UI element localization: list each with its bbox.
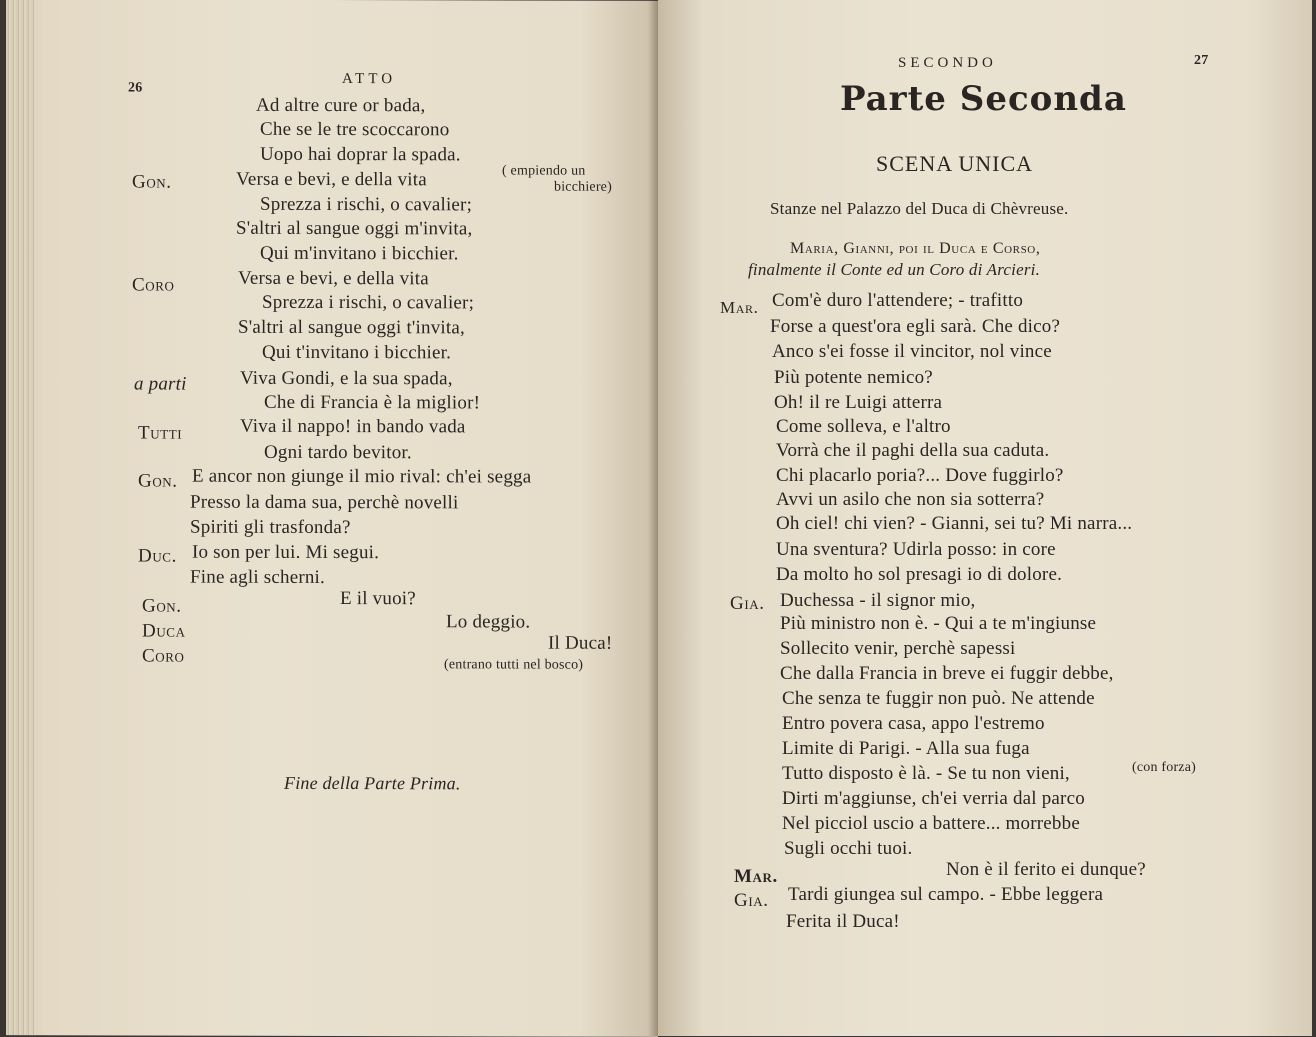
verse-line: Spiriti gli trasfonda? xyxy=(190,516,351,539)
verse-line: S'altri al sangue oggi t'invita, xyxy=(238,316,465,339)
verse-line: Sugli occhi tuoi. xyxy=(784,838,913,859)
verse-line: Io son per lui. Mi segui. xyxy=(192,541,380,564)
verse-line: Ferita il Duca! xyxy=(786,911,900,932)
part-title: Parte Seconda xyxy=(840,79,1127,119)
verse-line: Com'è duro l'attendere; - trafitto xyxy=(772,290,1024,311)
speaker-label: Mar. xyxy=(734,866,778,887)
verse-line: Versa e bevi, e della vita xyxy=(236,168,427,191)
verse-line: Non è il ferito ei dunque? xyxy=(946,859,1146,880)
verse-line: Lo deggio. xyxy=(446,611,531,633)
speaker-label: Duc. xyxy=(138,545,177,567)
verse-line: Sprezza i rischi, o cavalier; xyxy=(260,193,473,216)
verse-line: Avvi un asilo che non sia sotterra? xyxy=(776,489,1045,510)
scene-title: SCENA UNICA xyxy=(876,151,1034,176)
verse-line: Vorrà che il paghi della sua caduta. xyxy=(776,440,1050,461)
character-list: Maria, Gianni, poi il Duca e Corso, xyxy=(790,240,1041,257)
scene-setting: Stanze nel Palazzo del Duca di Chèvreuse. xyxy=(770,199,1069,218)
verse-line: Tardi giungea sul campo. - Ebbe leggera xyxy=(788,884,1104,905)
speaker-label: Coro xyxy=(142,645,185,667)
end-of-part-note: Fine della Parte Prima. xyxy=(284,772,461,794)
verse-line: Presso la dama sua, perchè novelli xyxy=(190,491,459,514)
verse-line: Fine agli scherni. xyxy=(190,566,325,588)
verse-line: Oh! il re Luigi atterra xyxy=(774,392,943,413)
stage-direction: (con forza) xyxy=(1132,760,1196,775)
verse-line: Più potente nemico? xyxy=(774,367,933,388)
verse-line: Viva Gondi, e la sua spada, xyxy=(240,367,453,390)
verse-line: Ad altre cure or bada, xyxy=(256,94,426,117)
page-number: 27 xyxy=(1194,53,1209,68)
verse-line: Qui t'invitano i bicchier. xyxy=(262,341,452,364)
verse-line: Nel picciol uscio a battere... morrebbe xyxy=(782,813,1080,834)
verse-line: Sollecito venir, perchè sapessi xyxy=(780,638,1016,659)
verse-line: Versa e bevi, e della vita xyxy=(238,267,429,290)
verse-line: Come solleva, e l'altro xyxy=(776,416,951,437)
verse-line: Anco s'ei fosse il vincitor, nol vince xyxy=(772,341,1052,362)
verse-line: Duchessa - il signor mio, xyxy=(780,590,976,611)
right-page xyxy=(658,0,1312,1036)
verse-line: Forse a quest'ora egli sarà. Che dico? xyxy=(770,316,1061,337)
verse-line: Oh ciel! chi vien? - Gianni, sei tu? Mi narra... xyxy=(776,513,1133,534)
verse-line: Il Duca! xyxy=(548,632,613,654)
verse-line: Ogni tardo bevitor. xyxy=(264,441,412,464)
running-head: ATTO xyxy=(342,71,397,88)
speaker-label: Gia. xyxy=(734,890,769,911)
running-head: SECONDO xyxy=(898,55,997,71)
stage-direction: bicchiere) xyxy=(554,179,612,195)
verse-line: Da molto ho sol presagi io di dolore. xyxy=(776,564,1063,585)
verse-line: Che se le tre scoccarono xyxy=(260,118,450,141)
speaker-label: Mar. xyxy=(720,298,759,317)
verse-line: Che dalla Francia in breve ei fuggir debbe, xyxy=(780,663,1114,684)
speaker-label: Tutti xyxy=(138,422,183,444)
page-number: 26 xyxy=(128,80,143,96)
verse-line: Entro povera casa, appo l'estremo xyxy=(782,713,1045,734)
speaker-label: Gon. xyxy=(138,470,178,492)
speaker-label: Gon. xyxy=(132,171,172,193)
verse-line: S'altri al sangue oggi m'invita, xyxy=(236,217,473,240)
speaker-label: Coro xyxy=(132,274,175,296)
verse-line: E ancor non giunge il mio rival: ch'ei segga xyxy=(192,465,532,488)
verse-line: Tutto disposto è là. - Se tu non vieni, xyxy=(782,763,1070,784)
verse-line: Chi placarlo poria?... Dove fuggirlo? xyxy=(776,465,1064,486)
character-list: finalmente il Conte ed un Coro di Arcieri. xyxy=(748,260,1041,279)
speaker-label: a parti xyxy=(134,373,187,395)
verse-line: Che di Francia è la miglior! xyxy=(264,391,481,414)
verse-line: E il vuoi? xyxy=(340,588,416,610)
verse-line: Dirti m'aggiunse, ch'ei verria dal parco xyxy=(782,788,1085,809)
verse-line: Più ministro non è. - Qui a te m'ingiunse xyxy=(780,613,1097,634)
speaker-label: Gon. xyxy=(142,595,182,617)
speaker-label: Gia. xyxy=(730,593,765,614)
stage-direction: ( empiendo un xyxy=(502,163,586,179)
speaker-label: Duca xyxy=(142,620,186,642)
verse-line: Sprezza i rischi, o cavalier; xyxy=(262,291,475,314)
left-page xyxy=(6,0,658,1037)
verse-line: Limite di Parigi. - Alla sua fuga xyxy=(782,738,1030,759)
verse-line: Uopo hai doprar la spada. xyxy=(260,143,461,166)
verse-line: Viva il nappo! in bando vada xyxy=(240,415,466,438)
verse-line: Qui m'invitano i bicchier. xyxy=(260,242,459,265)
verse-line: Che senza te fuggir non può. Ne attende xyxy=(782,688,1095,709)
stage-direction: (entrano tutti nel bosco) xyxy=(444,657,584,673)
verse-line: Una sventura? Udirla posso: in core xyxy=(776,539,1056,560)
